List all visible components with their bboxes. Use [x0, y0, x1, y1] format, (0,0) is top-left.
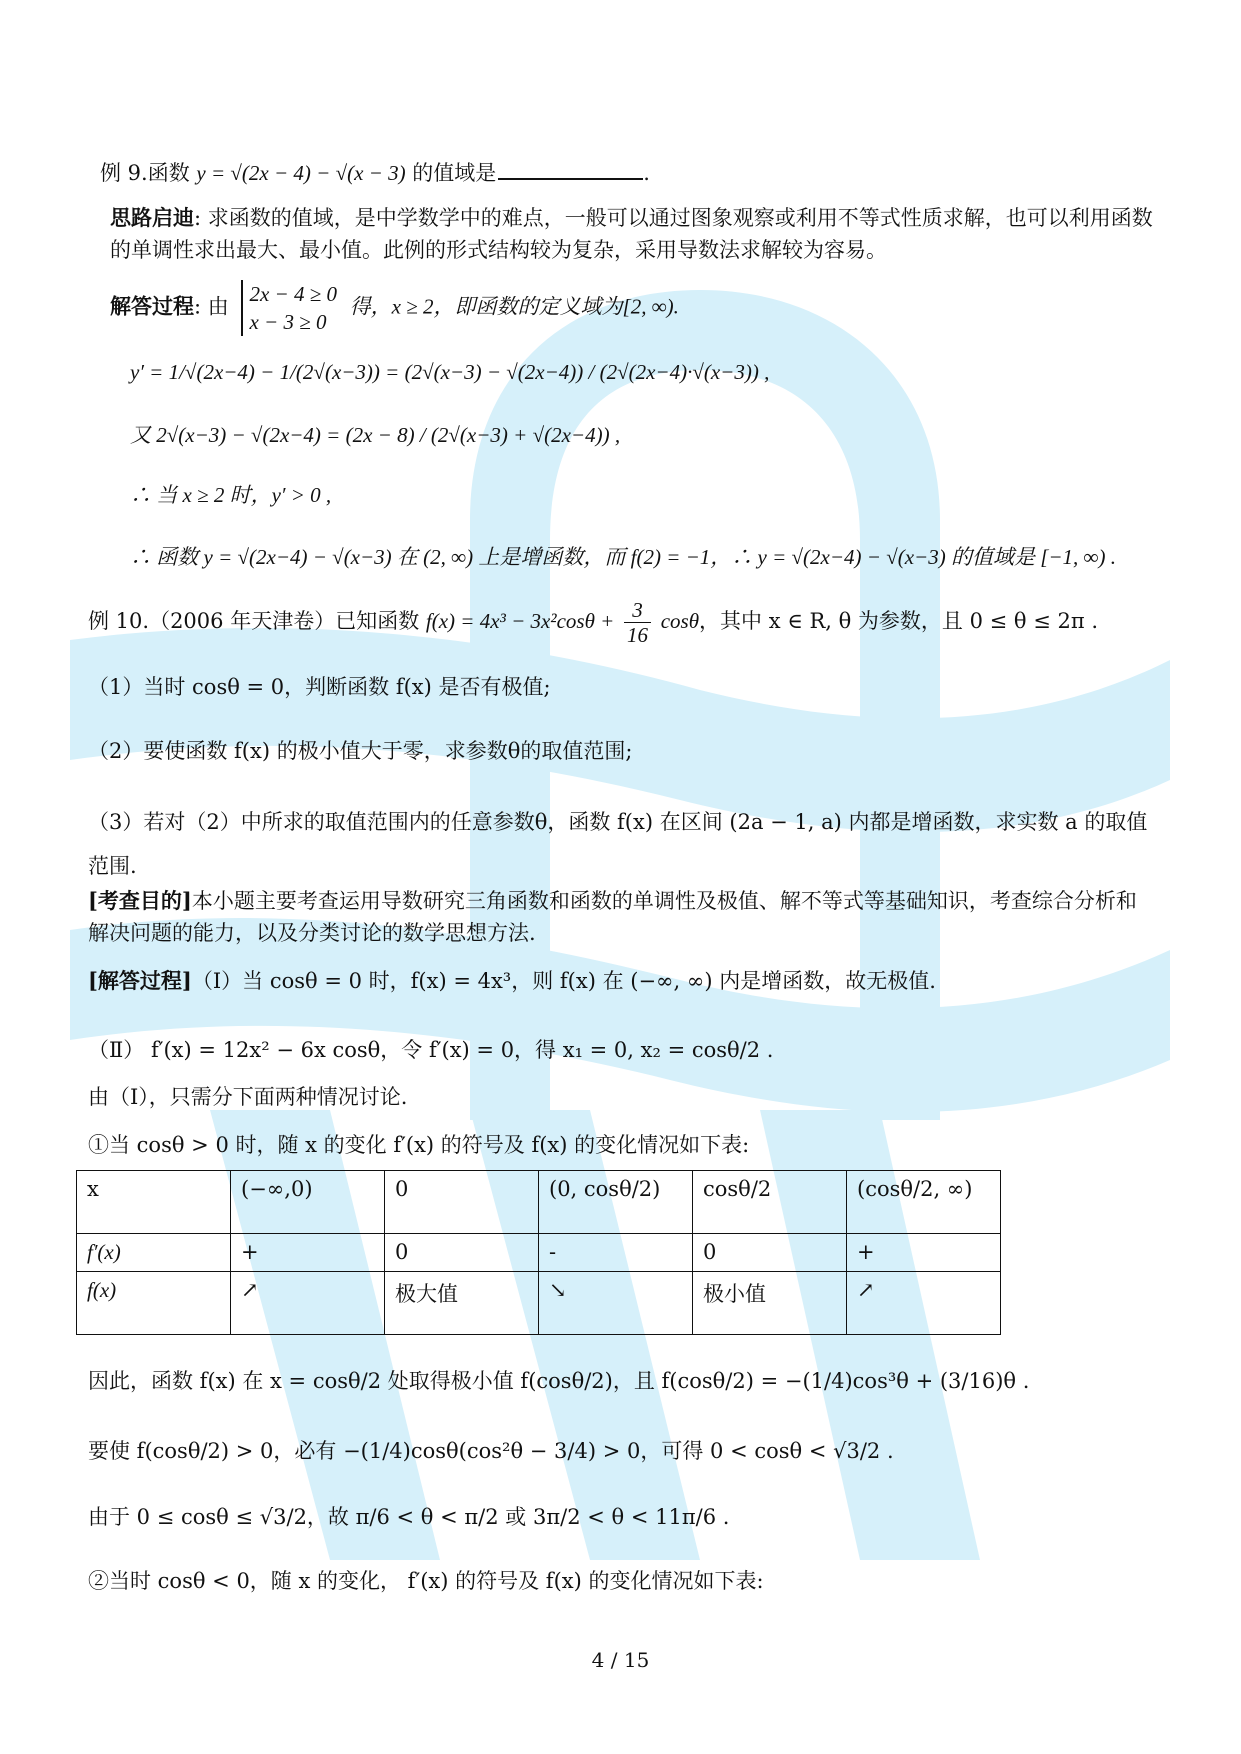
table-cell: f′(x) [77, 1234, 231, 1272]
idea-text: : 求函数的值域，是中学数学中的难点，一般可以通过图象观察或利用不等式性质求解，也可以利用函数的单调性求出最大、最小值。此例的形式结构较为复杂，采用导数法求解较为容易。 [110, 206, 1153, 262]
table-row [77, 1272, 1001, 1335]
table-cell: + [231, 1234, 385, 1272]
table-row [77, 1171, 1001, 1234]
purpose-label: [考查目的] [88, 888, 192, 913]
solution-label: 解答过程 [110, 293, 194, 319]
after-l1: 因此，函数 f(x) 在 x = cosθ/2 处取得极小值 f(cosθ/2)，且 f(cosθ/2) = −(1/4)cos³θ + (3/16)θ . [88, 1369, 1030, 1393]
ex9-idea [110, 202, 1160, 266]
also-line: 又 2√(x−3) − √(2x−4) = (2x − 8) / (2√(x−3) + √(2x−4)) , [130, 423, 621, 447]
table-cell: f(x) [77, 1272, 231, 1335]
ex9-label: 例 9.函数 [100, 161, 190, 185]
table-cell: ↘ [539, 1272, 693, 1335]
derivative-line: y′ = 1/√(2x−4) − 1/(2√(x−3)) = (2√(x−3) − √(2x−4)) / (2√(2x−4)·√(x−3)) , [130, 360, 770, 384]
table-cell: - [539, 1234, 693, 1272]
table-cell: ↗ [847, 1272, 1001, 1335]
after-case2: ②当时 cosθ < 0，随 x 的变化， f′(x) 的符号及 f(x) 的变化情况如下表: [88, 1569, 764, 1593]
purpose-block [88, 885, 1153, 949]
sol10-part2: （Ⅱ） f′(x) = 12x² − 6x cosθ，令 f′(x) = 0，得 x₁ = 0, x₂ = cosθ/2 . [88, 1038, 774, 1062]
table-cell: (0, cosθ/2) [539, 1171, 693, 1234]
table-cell: 0 [693, 1234, 847, 1272]
ex9-formula: y = √(2x − 4) − √(x − 3) [196, 161, 406, 185]
ex10-function: f(x) = 4x³ − 3x²cosθ + [425, 609, 615, 633]
fraction-3-16: $\frac{3}{16}$ [624, 598, 651, 647]
ex10-intro: 例 10.（2006 年天津卷）已知函数 f(x) = 4x³ − 3x²cosθ + $\frac{3}{16}$ cosθ，其中 x ∈ R, θ 为参数，且 0 ≤ θ ≤ 2π . [88, 598, 1099, 647]
table-cell: x [77, 1171, 231, 1234]
ex10-q1: （1）当时 cosθ = 0，判断函数 f(x) 是否有极值; [88, 675, 551, 699]
table-cell: 0 [385, 1171, 539, 1234]
conclusion-line: ∴ 函数 y = √(2x−4) − √(x−3) 在 (2, ∞) 上是增函数，而 f(2) = −1，∴ y = √(2x−4) − √(x−3) 的值域是 [−1, ∞) . [130, 545, 1117, 569]
idea-label: 思路启迪 [110, 205, 194, 230]
table-cell: ↗ [231, 1272, 385, 1335]
table-cell: 0 [385, 1234, 539, 1272]
after-l3: 由于 0 ≤ cosθ ≤ √3/2，故 π/6 < θ < π/2 或 3π/2 < θ < 11π/6 . [88, 1505, 730, 1529]
ex9-tail: 的值域是 [412, 161, 497, 185]
inequality-system: 2x − 4 ≥ 0 x − 3 ≥ 0 [241, 280, 337, 336]
purpose-text: 本小题主要考查运用导数研究三角函数和函数的单调性及极值、解不等式等基础知识，考查综合分析和解决问题的能力，以及分类讨论的数学思想方法. [88, 889, 1137, 945]
table-cell: 极大值 [385, 1272, 539, 1335]
sol10-label: [解答过程] [88, 968, 192, 993]
ex9-question: 例 9.函数 y = √(2x − 4) − √(x − 3) 的值域是 . [100, 156, 650, 188]
domain-text: 得，x ≥ 2，即函数的定义域为[2, ∞). [349, 294, 679, 319]
when-line: ∴ 当 x ≥ 2 时，y′ > 0 , [130, 483, 332, 507]
ex10-q2: （2）要使函数 f(x) 的极小值大于零，求参数θ的取值范围; [88, 739, 633, 763]
table-cell: 极小值 [693, 1272, 847, 1335]
table-cell: cosθ/2 [693, 1171, 847, 1234]
sol10-case1: ①当 cosθ > 0 时，随 x 的变化 f′(x) 的符号及 f(x) 的变化情况如下表: [88, 1133, 750, 1157]
page-number: 4 / 15 [591, 1648, 650, 1672]
ex10-q3: （3）若对（2）中所求的取值范围内的任意参数θ，函数 f(x) 在区间 (2a − 1, a) 内都是增函数，求实数 a 的取值范围. [88, 810, 1148, 878]
ex9-solution-head: 解答过程: 由 2x − 4 ≥ 0 x − 3 ≥ 0 得，x ≥ 2，即函数的定义域为[2, ∞). [110, 282, 679, 334]
variation-table [76, 1170, 1001, 1335]
table-row [77, 1234, 1001, 1272]
table-cell: (−∞,0) [231, 1171, 385, 1234]
answer-blank[interactable] [498, 156, 643, 180]
sol10-part1: [解答过程]（Ⅰ）当 cosθ = 0 时，f(x) = 4x³，则 f(x) 在 (−∞, ∞) 内是增函数，故无极值. [88, 968, 936, 993]
sol10-line3: 由（Ⅰ），只需分下面两种情况讨论. [88, 1085, 408, 1109]
after-l2: 要使 f(cosθ/2) > 0，必有 −(1/4)cosθ(cos²θ − 3/4) > 0，可得 0 < cosθ < √3/2 . [88, 1439, 894, 1463]
table-cell: + [847, 1234, 1001, 1272]
table-cell: (cosθ/2, ∞) [847, 1171, 1001, 1234]
